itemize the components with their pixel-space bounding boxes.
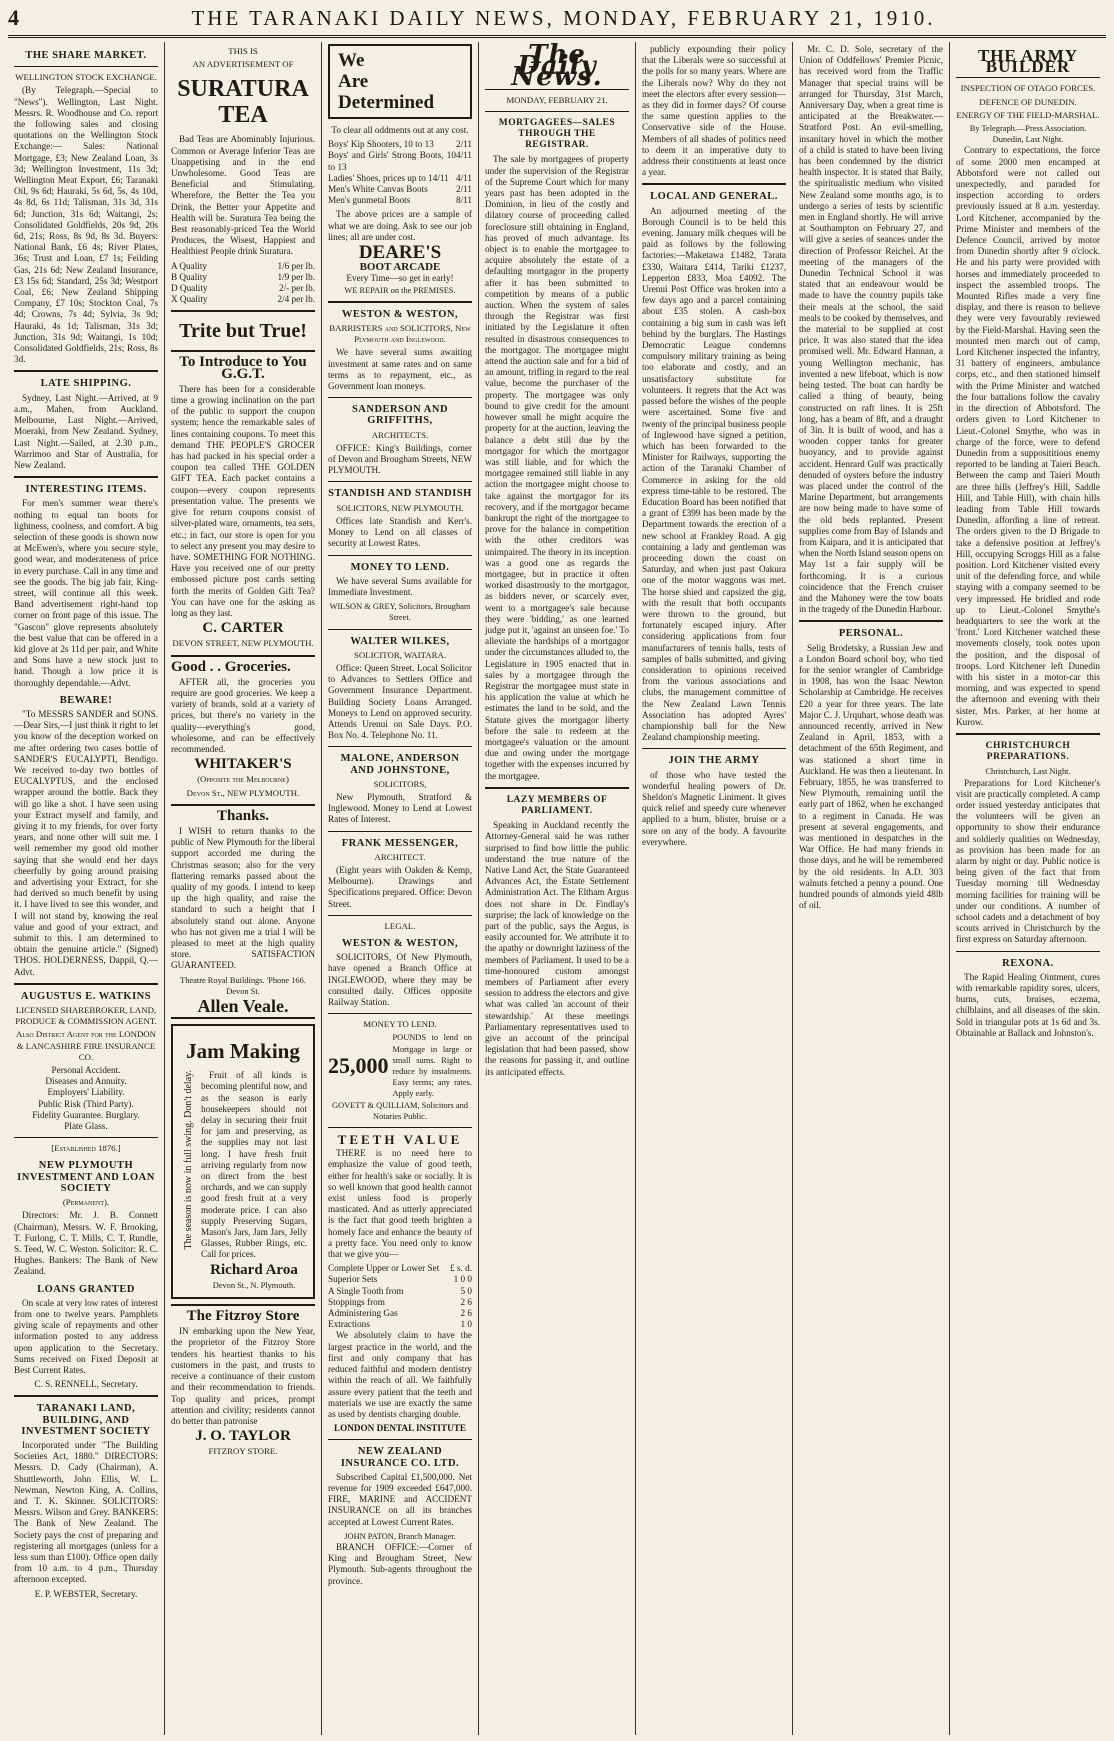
- christchurch-dateline: Christchurch, Last Night.: [985, 767, 1071, 777]
- army-builder-heading: THE ARMY BUILDER: [977, 46, 1079, 77]
- are-line: Are: [338, 71, 369, 92]
- army-subheading-3: ENERGY OF THE FIELD-MARSHAL.: [956, 109, 1100, 120]
- list-item: Men's White Canvas Boots 2/11: [328, 184, 472, 195]
- column-1: [8, 42, 165, 1735]
- stock-exchange-subheading: WELLINGTON STOCK EXCHANGE.: [15, 72, 157, 83]
- jam-signature: Richard Aroa: [210, 1261, 298, 1278]
- wilkes-heading: WALTER WILKES,: [350, 635, 450, 647]
- thanks-text: I WISH to return thanks to the public of New Plymouth for the liberal support accorded me during the Christmas season; also for the very flattering remarks passed about the quality of my goods. I intend to keep up the high quality, and raise the standard to such a height that I absolutely stand out alone. Anyone who has not given me a trial I will be pleased to meet at the high quality store. SATISFACTION GUARANTEED.: [171, 825, 315, 971]
- govett-sign: GOVETT & QUILLIAM, Solicitors and Notaries Public.: [332, 1100, 468, 1121]
- malone-heading: MALONE, ANDERSON AND JOHNSTONE,: [340, 753, 460, 776]
- beware-heading: BEWARE!: [59, 694, 113, 706]
- share-market-heading: THE SHARE MARKET.: [25, 50, 147, 61]
- nz-insurance-office: BRANCH OFFICE:—Corner of King and Brougham Street, New Plymouth. Sub-agents throughout the province.: [328, 1541, 472, 1586]
- suratura-tea-title: SURATURA TEA: [177, 76, 309, 129]
- personal-text: Selig Brodetsky, a Russian Jew and a London Board school boy, who tied for the senior wrangler of Cambridge in 1908, has won the Isaac Newton Scholarship at Cambridge. He receives £20 a year for three years. The late Major C. J. Urquhart, whose death was announced recently, arrived in New Zealand in April, 1853, with a detachment of the 65th Regiment, and was stationed a short time in Auckland. He was then a lieutenant. In February, 1855, he was transferred to New Plymouth, remaining until the early part of 1862, when he exchanged to a regiment in Canada. He was present at several engagements, and was mentioned in despatches in the War Office. He had many friends in those days, and he will be remembered by the old residents. In A.D. 303 walnuts fetched a penny a pound. One hundred pounds of almonds yield 48lb of oil.: [799, 642, 943, 911]
- jam-text: Fruit of all kinds is becoming plentiful now, and as the season is early housekeepers should not delay in securing their fruit for jam and preserving, as the supplies may not last long. I have fresh fruit arriving regularly from now on direct from the best orchards, and we can supply good fresh fruit at a very moderate price. I can also supply Preserving Sugars, Mason's Jars, Jam Jars, Jelly Glasses, Rubber Rings, etc. Call for prices.: [201, 1070, 307, 1260]
- mortgagees-text: The sale by mortgagees of property under the supervision of the Registrar of the Supreme Court which for many years past has been adopted in the Dominion, in lieu of the costly and dilatory course of proceeding called foreclosure still obtaining in England, has proved of much advantage. Its object is to enable the mortgagee to acquire absolutely the estate of a defaulting mortgagor in the property after it has been submitted to competition by means of a public auction. When the system of sales through the Registrar was first initiated by the Legislature it often resulted in disastrous consequences to the mortgagor. The mortgagee might attend the auction sale and for a bid of an amount, trifling in regard to the real value, become the purchaser of the property. The mortgagee was only bound to give credit for the amount however small he might acquire the property for at the auction, leaving the balance a debt still due by the mortgagor for which the mortgagor was still liable, and for which the mortgagee remained still liable in any action the mortgagee might choose to take against the mortgagor for its recovery, and if the mortgagor became bankrupt the right of the mortgagee to prove for the balance in competition with the other creditors was unimpaired. The theory in its inception was a good one as regards the mortgagee, but in practice it often worked disastrously to the mortgagor, as bidders never, or scarcely ever, went to a mortgagee's sale because they were 'bidding,' as one learned judge put it, 'against an unseen foe.' To alleviate the hardships of a mortgagor under the circumstances alluded to, the Legislature in 1905 enacted that in sales by a mortgagee through the Registrar the mortgagee must state in his application the value at which he estimates the land to be sold, and the Statute gives the mortgagor liberty before the sale to redeem at the mortgagee's valuation or the amount due and owing under the mortgage together with the expenses incurred by the mortgagee.: [485, 154, 629, 781]
- local-general-text: An adjourned meeting of the Borough Council is to be held this evening. January milk cheques will be paid as follows by the following factories:—Maketawa £1482, Tarata £330, Waitara £414, Tariki £1237, Lepperton £833, Moa £4092. The Urenui Post Office was broken into a few days ago and a parcel containing about £35 stolen. A cash-box containing a big sum in cash was left behind by the burglars. The Hastings Democratic League condemns compulsory military training as being too elaborate and costly, and an unsatisfactory substitute for volunteers. It regrets that the Act was passed before the wishes of the people were ascertained. Some five and twenty of the principal business people of Inglewood have signed a petition, which has been forwarded to the Minister for Railways, supporting the action of the Taranaki Chamber of Commerce in asking for the old express time-table to be restored. The Education Board has been notified that a grant of £399 has been made by the Department towards the erection of a new school at Frankley Road. A gig containing a lady and gentleman was proceeding down the coast on Saturday, and when just past Oakura one of the motor waggons was met. The horse shied and capsized the gig, with the result that both occupants were thrown to the ground, but fortunately escaped injury. After considering applications from four manufacturers of tennis balls, tests of samples of balls submitted, and giving consideration to opinions received from the various associations and clubs, the management committee of the New Zealand Lawn Tennis Association has adopted Ayres' championship ball for the New Zealand championship meeting.: [642, 205, 786, 743]
- newspaper-page: [8, 42, 1106, 1735]
- christchurch-heading: CHRISTCHURCH PREPARATIONS.: [985, 740, 1071, 763]
- newspaper-title: THE TARANAKI DAILY NEWS, MONDAY, FEBRUARY 21, 1910.: [191, 6, 936, 30]
- investment-society-heading: NEW PLYMOUTH INVESTMENT AND LOAN SOCIETY: [17, 1160, 155, 1194]
- taranaki-society-text: Incorporated under "The Building Societies Act, 1880." DIRECTORS: Messrs. D. Cady (Chairman), A. Shuttleworth, John Ellis, W. L. Newman, Newton King, A. Collins, and T. K. Skinner. SOLICITORS: Messrs. Wilson and Grey. BANKERS: The Bank of New Zealand. The Society pays the cost of preparing and registering all mortgages (unless for a less sum than £100). Office open daily from 10 a.m. to 4 p.m., Thursday afternoon excepted.: [14, 1439, 158, 1585]
- list-item: Complete Upper or Lower Set £ s. d.: [328, 1263, 472, 1274]
- watkins-line: Plate Glass.: [64, 1121, 108, 1132]
- lazy-members-heading: LAZY MEMBERS OF PARLIAMENT.: [506, 794, 608, 816]
- established-note: [Established 1876.]: [51, 1143, 121, 1154]
- fitzroy-text: IN embarking upon the New Year, the proprietor of the Fitzroy Store tenders his heartiest thanks to his customers in the past, and trusts to receive a continuance of their custom and their recommendation to friends. Top quality and prices, prompt attention and civility; residents cannot do better than patronise: [171, 1326, 315, 1426]
- sanderson-text: OFFICE: King's Buildings, corner of Devon and Brougham Streets, NEW PLYMOUTH.: [328, 442, 472, 476]
- list-item: Boys' Kip Shooters, 10 to 13 2/11: [328, 139, 472, 150]
- loans-signature: C. S. RENNELL, Secretary.: [34, 1379, 138, 1390]
- jam-address: Devon St., N. Plymouth.: [212, 1280, 296, 1290]
- list-item: Stoppings from 2 6: [328, 1296, 472, 1307]
- loans-text: On scale at very low rates of interest from one to twelve years. Pamphlets giving scale of repayments and other information posted to any address upon application to the Secretary. Sums received on Fixed Deposit at Best Current Rates.: [14, 1297, 158, 1375]
- army-subheading: INSPECTION OF OTAGO FORCES.: [960, 83, 1096, 94]
- nz-insurance-text: Subscribed Capital £1,500,000. Net revenue for 1909 exceeded £647,000. FIRE, MARINE and ACCIDENT INSURANCE on all its branches accepted at Lowest Current Rates.: [328, 1471, 472, 1527]
- jam-making-heading: Jam Making: [186, 1039, 300, 1064]
- shipping-text: Sydney, Last Night.—Arrived, at 9 a.m., Mahen, from Auckland. Melbourne, Last Night.—Arrived, Moeraki, from New Zealand. Sydney, Last Night.—Sailed, at 2.30 p.m., Warrimoo and Star of Australia, for New Zealand.: [14, 392, 158, 470]
- watkins-line: Personal Accident.: [51, 1065, 121, 1076]
- wilkes-sub: SOLICITOR, WAITARA.: [353, 649, 447, 660]
- legal-text: SOLICITORS, Of New Plymouth, have opened a Branch Office at INGLEWOOD, where they may be consulted daily. Offices opposite Railway Station.: [328, 952, 472, 1007]
- jam-making-ad: [171, 1024, 315, 1299]
- this-is-label: THIS IS: [228, 46, 258, 56]
- thanks-address: Theatre Royal Buildings. 'Phone 166. Devon St.: [180, 975, 306, 996]
- mortgagees-heading: MORTGAGEES—SALES THROUGH THE REGISTRAR.: [498, 117, 616, 151]
- column-3: [322, 42, 479, 1735]
- taranaki-society-heading: TARANAKI LAND, BUILDING, AND INVESTMENT SOCIETY: [21, 1403, 151, 1437]
- teeth-heading: TEETH VALUE: [337, 1132, 463, 1148]
- list-item: X Quality 2/4 per lb.: [171, 294, 315, 305]
- nz-insurance-heading: NEW ZEALAND INSURANCE CO. LTD.: [340, 1446, 460, 1469]
- standish-heading: STANDISH AND STANDISH: [328, 488, 472, 500]
- we-line: We: [338, 50, 365, 71]
- masthead: [8, 6, 1106, 38]
- wilkes-text: Office: Queen Street. Local Solicitor to Advances to Settlers Office and Government Insurance Department. Building Society Loans Arranged. Moneys to Lend on approved security. Attends Urenui on Sale Days. P.O. Box No. 4. Telephone No. 11.: [328, 662, 472, 741]
- column-4: [479, 42, 636, 1735]
- nz-insurance-sign: JOHN PATON, Branch Manager.: [344, 1531, 456, 1541]
- taranaki-signature: E. P. WEBSTER, Secretary.: [34, 1588, 138, 1599]
- list-item: A Single Tooth from 5 0: [328, 1285, 472, 1296]
- beware-text: "To MESSRS SANDER and SONS.—Dear Sirs,—I just think it right to let you know of the deception worked on me after ordering two cases bottle of SANDER'S EUCALYPTI, Bendigo. We received to-day two bottles of EUCALYPTUS, and the enclosed wrapper around the bottle. Back they will go like a shot. I have seen using your Extract myself and family, and giving it to my friends, for over forty years, and none other will suit me. I well remember my good old mother saying that she would end her days cheerfully by going around praising and advertising your Extract, for she had derived so much benefit by using it. I have lived to see this wonder, and I will not stand by, knowing the real value and good of your extract, and submit to this. I am determined to obtain the genuine article." (Signed) THOS. HOLDERNESS, Dappil, Q.—Advt.: [14, 708, 158, 977]
- standish-sub: SOLICITORS, NEW PLYMOUTH.: [336, 502, 464, 513]
- clear-text: To clear all oddments out at any cost.: [331, 125, 469, 135]
- loan-amount: 25,000: [328, 1053, 389, 1079]
- thanks-heading: Thanks.: [216, 807, 270, 824]
- list-item: A Quality 1/6 per lb.: [171, 260, 315, 271]
- investment-society-sub: (Permanent).: [62, 1197, 110, 1208]
- shoes-list: [328, 139, 472, 206]
- column-2: [165, 42, 322, 1735]
- weston-heading: WESTON & WESTON,: [341, 308, 459, 320]
- money-lend-heading: MONEY TO LEND.: [350, 561, 450, 573]
- whitaker-name: WHITAKER'S: [194, 756, 292, 773]
- intro-text: There has been for a considerable time a growing inclination on the part of the public to support the coupon system; hence the remarkable sales of lines containing coupons. To meet this demand THE PEOPLE'S GROCER has had packed in his special order a coupon tea called THE GOLDEN GIFT TEA. Each packet contains a coupon—every coupon represents presentation value. The presents we give for return coupons consist of silver-plated ware, ornaments, tea sets, etc.; in fact, our store is open for you to select any present you may desire to have. SOMETHING FOR NOTHING. Have you received one of our pretty embossed picture post cards setting forth the merits of Golden Gift Tea? You can have one for the asking as long as they last.: [171, 383, 315, 618]
- trite-heading: Trite but True!: [179, 320, 307, 343]
- whitaker-sub: (Opposite the Melbourne): [197, 774, 289, 785]
- standish-text: Offices late Standish and Kerr's. Money to Lend on all classes of security at Lowest Rates.: [328, 515, 472, 549]
- intro-heading: To Introduce to You G.G.T.: [179, 354, 307, 382]
- money-to-lend-label: MONEY TO LEND.: [363, 1019, 437, 1030]
- repair-note: WE REPAIR on the PREMISES.: [344, 285, 456, 295]
- determined-line: Determined: [338, 92, 435, 113]
- advertisement-of-label: AN ADVERTISEMENT OF: [192, 59, 294, 70]
- money-lend-text: We have several Sums available for Immediate Investment.: [328, 575, 472, 597]
- watkins-heading: AUGUSTUS E. WATKINS: [20, 990, 152, 1002]
- allen-veale: Allen Veale.: [197, 996, 289, 1017]
- rexona-heading: REXONA.: [1002, 957, 1054, 969]
- list-item: Superior Sets 1 0 0: [328, 1274, 472, 1285]
- tea-text: Bad Teas are Abominably Injurious. Common or Average Inferior Teas are Unappetising and in the end Unwholesome. Good Teas are Beneficial and Stimulating. Wherefore, the Better the Tea you Drink, the Better your Appetite and Health will be. Suratura Tea being the Best reasonably-priced Tea the World Produces, the Wisest, Happiest and Healthiest People drink Suratura.: [171, 134, 315, 257]
- carter-name: C. CARTER: [202, 620, 284, 637]
- general-news-text: Mr. C. D. Sole, secretary of the Union of Oddfellows' Premier Picnic, has received word from the Traffic Manager that special trains will be arranged for Thursday, 31st March, Anniversary Day, when a great time is anticipated at the Breakwater.—Stratford Post. An evil-smelling, insanitary hovel in which the mother of a child is stated to have been living has been condemned by the district health inspector. It is stated that Baily, the spiritualistic medium who visited New Zealand some months ago, is to undergo a series of tests by scientific men in England shortly. He will arrive at Southampton on February 27, and will give a series of seances under the direction of Professor Reichel. At the meeting of the managers of the Dunedin Technical School it was stated that an endeavour would be made to have the country pupils take their meals at the school, the said meals to be cooked by themselves, and the material to be supplied at cost price. It was also stated that the idea promised well. Mr. Edward Hannan, a young Wellington mechanic, has invented a new lifeboat, which is now being tested. The boat can hardly be called a thing of beauty, being constructed on raft lines. It is 25ft long, has a beam of 8ft, and a draught of 3in. It is built of wood, and has a wooden copper tanks for greater buoyancy, and to provide against accident. Henrard Gulf was practically denuded of oysters before the industry was placed under the control of the Marine Department, but arrangements are now being made to have some of the old beds replanted. Present supplies come from Bay of Islands and from Kaipara, and it is anticipated that when the North Island season opens on May 1st a fair supply will be forthcoming. It is a curious coincidence that the French cruiser and the Mahoney were the tow boats in the tragedy of the Dunedin Harbour.: [799, 44, 943, 615]
- loan-amount-text: POUNDS to lend on Mortgage in large or small sums. Right to reduce by instalments. Easy terms; any rates. Apply early.: [392, 1033, 472, 1099]
- deares-ad: [328, 44, 472, 119]
- sanderson-heading: SANDERSON AND GRIFFITHS,: [351, 404, 449, 427]
- army-dateline: By Telegraph.—Press Association. Dunedin, Last Night.: [969, 124, 1087, 145]
- list-item: D Quality 2/- per lb.: [171, 283, 315, 294]
- join-army-heading: JOIN THE ARMY: [668, 755, 760, 767]
- rexona-text: The Rapid Healing Ointment, cures with remarkable rapidity sores, ulcers, burns, cuts, bruises, eczema, chilblains, and all diseases of the skin. Sold in triangular pots at 1s 6d and 3s. Obtainable at Ballack and Johnston's.: [956, 971, 1100, 1038]
- messenger-sub: ARCHITECT.: [374, 851, 426, 862]
- interesting-items-heading: INTERESTING ITEMS.: [25, 484, 147, 496]
- investment-society-text: Directors: Mr. J. B. Connett (Chairman), Messrs. W. F. Brooking, T. Furlong, C. T. Mills, C. T. Rundle, S. Teed, W. C. Weston. Solicitor: R. C. Hughes. Bankers: The Bank of New Zealand.: [14, 1210, 158, 1277]
- dental-institute: LONDON DENTAL INSTITUTE: [333, 1423, 467, 1434]
- teeth-more: We absolutely claim to have the largest practice in the world, and the first and only company that has reduced faithful and modern dentistry within the reach of all. We faithfully assure every patient that the teeth and materials we use are exactly the same as used by dentists charging double.: [328, 1330, 472, 1419]
- every-time: Every Time—so get in early!: [346, 273, 454, 284]
- list-item: Boys' and Girls' Strong Boots, 10 to 13 4/11: [328, 150, 472, 172]
- good-groceries-heading: Good . . Groceries.: [171, 658, 291, 675]
- watkins-line: Public Risk (Third Party).: [38, 1098, 134, 1109]
- editorial-date: MONDAY, FEBRUARY 21.: [506, 94, 608, 105]
- watkins-agent: Also District Agent for the LONDON & LANCASHIRE FIRE INSURANCE CO.: [15, 1029, 157, 1062]
- taylor-sub: FITZROY STORE.: [208, 1446, 278, 1457]
- page-number: 4: [8, 5, 21, 30]
- loans-heading: LOANS GRANTED: [37, 1283, 135, 1295]
- taylor-name: J. O. TAYLOR: [195, 1428, 291, 1445]
- list-item: Men's gunmetal Boots 8/11: [328, 195, 472, 206]
- money-lend-sign: WILSON & GREY, Solicitors, Brougham Street.: [329, 602, 471, 623]
- carter-address: DEVON STREET, NEW PLYMOUTH.: [172, 638, 314, 649]
- messenger-text: (Eight years with Oakden & Kemp, Melbourne). Drawings and Specifications prepared. Office: Devon Street.: [328, 864, 472, 909]
- deares-name: DEARE'S: [358, 242, 442, 264]
- watkins-subheading: LICENSED SHAREBROKER, LAND, PRODUCE & COMMISSION AGENT.: [15, 1005, 157, 1027]
- fitzroy-heading: The Fitzroy Store: [186, 1308, 300, 1325]
- sanderson-sub: ARCHITECTS.: [371, 429, 429, 440]
- list-item: Ladies' Shoes, prices up to 14/11 4/11: [328, 172, 472, 183]
- malone-text: New Plymouth, Stratford & Inglewood. Money to Lend at Lowest Rates of Interest.: [328, 791, 472, 825]
- column-6: [793, 42, 950, 1735]
- good-groceries-text: AFTER all, the groceries you require are good groceries. We keep a variety of brands, sold at a variety of prices, but there's no variety in the quality—everything's good, wholesome, and can be effectively recommended.: [171, 676, 315, 754]
- share-market-text: (By Telegraph.—Special to "News"). Wellington, Last Night. Messrs. R. Woodhouse and Co. report the following sales and closing quotations on the Wellington Stock Exchange:— Sales: National Mortgage, £3; New Zealand Loan, 3s 3d; Wellington Investment, 11s 3d; Wellington Meat Export, £6; Taranaki Oil, 9s 6d; Hauraki, 5s 6d, 5s, 4s 10d, 4s 8d, 6s 11d; Talisman, 31s 3d, 31s 6d; Junction, 31s 6d; Waitangi, 2s; Consolidated Goldfields, 20s 9d, 20s 6d, 21s; Ross, 8s 9d, 8s 3d. Buyers: National Bank, £6 4s; River Plates, 36s; Trust and Loan, £7 1s; Feilding Gas, 21s 6d; New Zealand Insurance, £3 15s 6d; Standard, 25s 3d; Westport Coal, £6; New Zealand Shipping Company, £7 10s; Stockton Coal, 7s 4d; Crowns, 7s 4d; Sylvia, 3s 9d; Hauraki, 4s 1d; Talisman, 31s 3d; Junction, 31s 9d; Waitangi, 1s 10d; Consolidated Goldfields, 21s; Ross, 8s 3d.: [14, 85, 158, 365]
- local-general-heading: LOCAL AND GENERAL.: [650, 191, 778, 203]
- watkins-line: Diseases and Annuity.: [45, 1076, 127, 1087]
- legal-heading: WESTON & WESTON,: [341, 937, 459, 949]
- teeth-price-list: [328, 1263, 472, 1330]
- malone-sub: SOLICITORS,: [373, 778, 427, 789]
- personal-heading: PERSONAL.: [838, 628, 904, 640]
- list-item: B Quality 1/9 per lb.: [171, 271, 315, 282]
- messenger-heading: FRANK MESSENGER,: [341, 837, 459, 849]
- boot-arcade: BOOT ARCADE: [359, 261, 441, 274]
- column-5: [636, 42, 793, 1735]
- join-army-text: of those who have tested the wonderful healing powers of Dr. Sheldon's Magnetic Liniment. It gives quick relief and speedy cure whenever applied to a burn, blister, bruise or a sore on any of the body. A favourite everywhere.: [642, 769, 786, 847]
- watkins-line: Employers' Liability.: [47, 1087, 125, 1098]
- army-subheading-2: DEFENCE OF DUNEDIN.: [979, 96, 1077, 107]
- legal-label: LEGAL.: [384, 920, 416, 931]
- christchurch-text: Preparations for Lord Kitchener's visit are practically completed. A camp order issued yesterday anticipates that the volunteers will be given an opportunity to show their endurance and soldierly qualities on Wednesday, as provision has been made for an alarm by night or day. Public notice is being given of the fact that from Tuesday morning till Wednesday morning facilities for training will be under our conditions. A number of school cadets and a detachment of boy scouts arrived in Christchurch by the first express on Saturday afternoon.: [956, 777, 1100, 945]
- list-item: Administering Gas 2 6: [328, 1308, 472, 1319]
- teeth-text: THERE is no need here to emphasize the value of good teeth, either for health's sake or socially. It is so well known that good health cannot exist unless food is properly masticated. And as utterly appreciated is the fact that good teeth brighten a homely face and enhance the beauty of a pretty face. You need only to know that we give you—: [328, 1148, 472, 1260]
- army-text: Contrary to expectations, the force of some 2000 men encamped at Abbotsford were not called out unexpectedly, and paraded for inspection according to orders previously issued at 8 a.m. yesterday. Lord Kitchener, accompanied by the Prime Minister and members of the Defence Council, arrived by motor from Dunedin shortly after 9 o'clock. He and his party were provided with horses and immediately proceeded to inspect the assembled troops. The Mounted Rifles made a very fine display, and there is reason to believe they were very favourably reviewed by the Field-Marshal. Having seen the mounted men march out of camp, Lord Kitchener inspected the infantry, 31 battery of engineers, ambulance corps, etc., and then stationed himself with the Prime Minister and watched the four battalions follow the cavalry in the direction of Abbotsford. The orders given to Lord Kitchener to Lieut.-Colonel Smythe, who was in charge of the force, were to defend Dunedin from a supposititious enemy reported to be landing at Taieri Beach. Between the camp and Taieri Mouth are three hills (Jeffrey's Hill, Saddle Hill, and Table Hill), with chain hills leading from Table Hill towards Dunedin, affording a line of retreat. The orders given to the D Brigade to take a defensive position at Jeffrey's Hill, occupying Scroggs Hill as a false position. Lord Kitchener visited every unit of the defending force, and while staying with a company seemed to be very impressed. He bridled and rode up to Lieut.-Colonel Smythe's headquarters to see the work at the 'front.' Lord Kitchener watched these movements closely, took notes upon the position, and the disposal of troops. Lord Kitchener left Dunedin with his sister in a motor-car this morning, and was expected to spend the afternoon and evening with their sister, Mrs. Parker, at her home at Kurow.: [956, 145, 1100, 727]
- interesting-items-text: For men's summer wear there's nothing to equal tan boots for lightness, coolness, and comfort. A big selection of these goods is shown now at McEwen's, where you secure style, good wear, and moderateness of price in every purchase. Call in any time and see the goods. The big jab fair, King-street, will continue all this week. Band advertisement right-hand top corner on front page of this issue. The "Gascon" glove represents absolutely the best value that can be offered in a kid glove at 2s 11d per pair, and White and Sons have a new stock just to hand. Though a low price it is thoroughly dependable.—Advt.: [14, 498, 158, 688]
- lazy-members-text: Speaking in Auckland recently the Attorney-General said he was rather surprised to find how little the public understand the true nature of the Native Land Act, the State Guaranteed Advances Act, the Estate Settlement Administration Act. The Eltham Argus does not share in Dr. Findlay's surprise; the lack of knowledge on the part of the public, says the Argus, is easily accounted for. We attribute it to the apathy or downright laziness of the members of Parliament. It used to be a time-honoured custom amongst members of Parliament after every session to address the electors and give what was called 'an account of their stewardship.' At these meetings Parliamentary representatives used to give an account of the principal legislation that had been passed, show the reasons for passing it, and outline its anticipated effects.: [485, 820, 629, 1077]
- whitaker-address: Devon St., NEW PLYMOUTH.: [186, 787, 300, 798]
- column-7: [950, 42, 1106, 1735]
- tea-grades-list: [171, 261, 315, 306]
- daily-news-title: The Daily News.: [511, 42, 603, 93]
- weston-text: We have several sums awaiting investment at same rates and on same terms as to repayment, etc., as Government loan moneys.: [328, 347, 472, 392]
- weston-sub: BARRISTERS and SOLICITORS, New Plymouth and Inglewood.: [329, 323, 471, 345]
- list-item: Extractions 1 0: [328, 1319, 472, 1330]
- jam-side-note: The season is now in full swing. Don't delay.: [183, 1070, 194, 1250]
- shipping-heading: LATE SHIPPING.: [40, 378, 132, 390]
- watkins-line: Fidelity Guarantee. Burglary.: [32, 1109, 140, 1120]
- shoes-note: The above prices are a sample of what we are doing. Ask to see our job lines; all are under cost.: [328, 209, 472, 242]
- politics-text: publicly expounding their policy that the Liberals were so successful at the polls for so many years. Where are the Liberals now? Why do they not meet the electors after every session—as they did in former days? Of course the same question applies to the Conservative side of the House. Members of all shades of politics need to deem it an imperative duty to address their constituents at least once a year.: [642, 44, 786, 178]
